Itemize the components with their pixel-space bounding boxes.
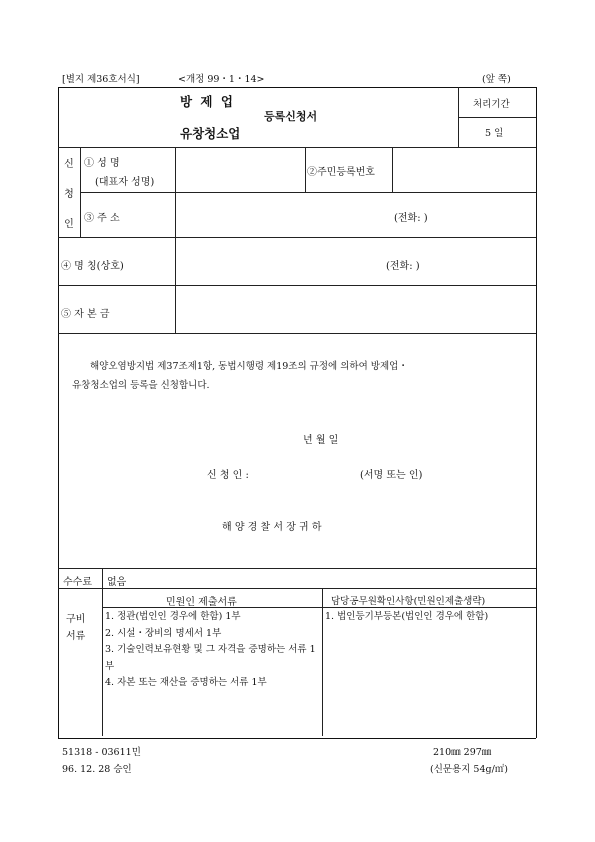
list-item: 1. 정관(법인인 경우에 한함) 1부 (105, 611, 241, 622)
civil-docs-list (105, 609, 319, 692)
document-title: 등록신청서 (264, 110, 318, 123)
official-docs-header: 담당공무원확인사항(민원인제출생략) (331, 596, 486, 607)
form-number: [별지 제36호서식] (62, 74, 140, 85)
footer-paper-size: 210㎜ 297㎜ (433, 747, 492, 758)
fee-value: 없음 (107, 577, 127, 588)
processing-period-value: 5 일 (485, 128, 504, 139)
civil-docs-header: 민원인 제출서류 (166, 597, 237, 608)
addressee: 해 양 경 찰 서 장 귀 하 (222, 522, 322, 533)
business-name-label: ④ 명 칭(상호) (61, 261, 124, 272)
signature-note: (서명 또는 인) (360, 470, 423, 481)
frame-top (58, 87, 536, 88)
name-field[interactable] (177, 149, 303, 190)
address-label: ③ 주 소 (84, 213, 120, 224)
resident-number-label: ②주민등록번호 (307, 167, 375, 178)
frame-bottom (58, 738, 536, 739)
applicant-section-label: 신 청 인 (64, 159, 74, 230)
capital-field[interactable] (177, 287, 534, 331)
name-label: ① 성 명 (84, 158, 120, 169)
list-item: 4. 자본 또는 재산을 증명하는 서류 1부 (105, 677, 267, 688)
statement-line-2: 유창청소업의 등록을 신청합니다. (72, 380, 210, 391)
statement-line-1: 해양오염방지법 제37조제1항, 동법시행령 제19조의 규정에 의하여 방제업・ (90, 361, 408, 372)
applicant-signature-label: 신 청 인 : (207, 470, 249, 481)
date-line: 년 월 일 (303, 435, 339, 446)
front-page-label: (앞 쪽) (482, 74, 511, 85)
resident-number-field[interactable] (394, 149, 534, 190)
official-docs-list (325, 609, 533, 626)
footer-approval: 96. 12. 28 승인 (62, 764, 132, 775)
documents-section-label: 구비 서류 (66, 614, 86, 642)
processing-period-label: 처리기간 (473, 99, 510, 110)
frame-left (58, 87, 59, 738)
list-item: 2. 시설・장비의 명세서 1부 (105, 627, 222, 639)
title-line-1: 방 제 업 (180, 94, 235, 109)
fee-label: 수수료 (63, 577, 92, 588)
list-item: 1. 법인등기부등본(법인인 경우에 한함) (325, 611, 489, 622)
name-sub-label: (대표자 성명) (95, 177, 155, 188)
phone-2: (전화: ) (386, 261, 420, 272)
capital-label: ⑤ 자 본 금 (61, 309, 110, 320)
revision-date: <개정 99・1・14> (178, 74, 265, 85)
footer-paper-type: (신문용지 54g/㎡) (430, 764, 509, 775)
address-field[interactable] (177, 194, 534, 235)
list-item: 3. 기술인력보유현황 및 그 자격을 증명하는 서류 1부 (105, 644, 316, 672)
business-name-field[interactable] (177, 239, 534, 283)
footer-code: 51318 - 03611민 (62, 747, 141, 758)
title-line-2: 유창청소업 (180, 126, 241, 141)
phone-1: (전화: ) (394, 213, 428, 224)
frame-right (536, 87, 537, 738)
